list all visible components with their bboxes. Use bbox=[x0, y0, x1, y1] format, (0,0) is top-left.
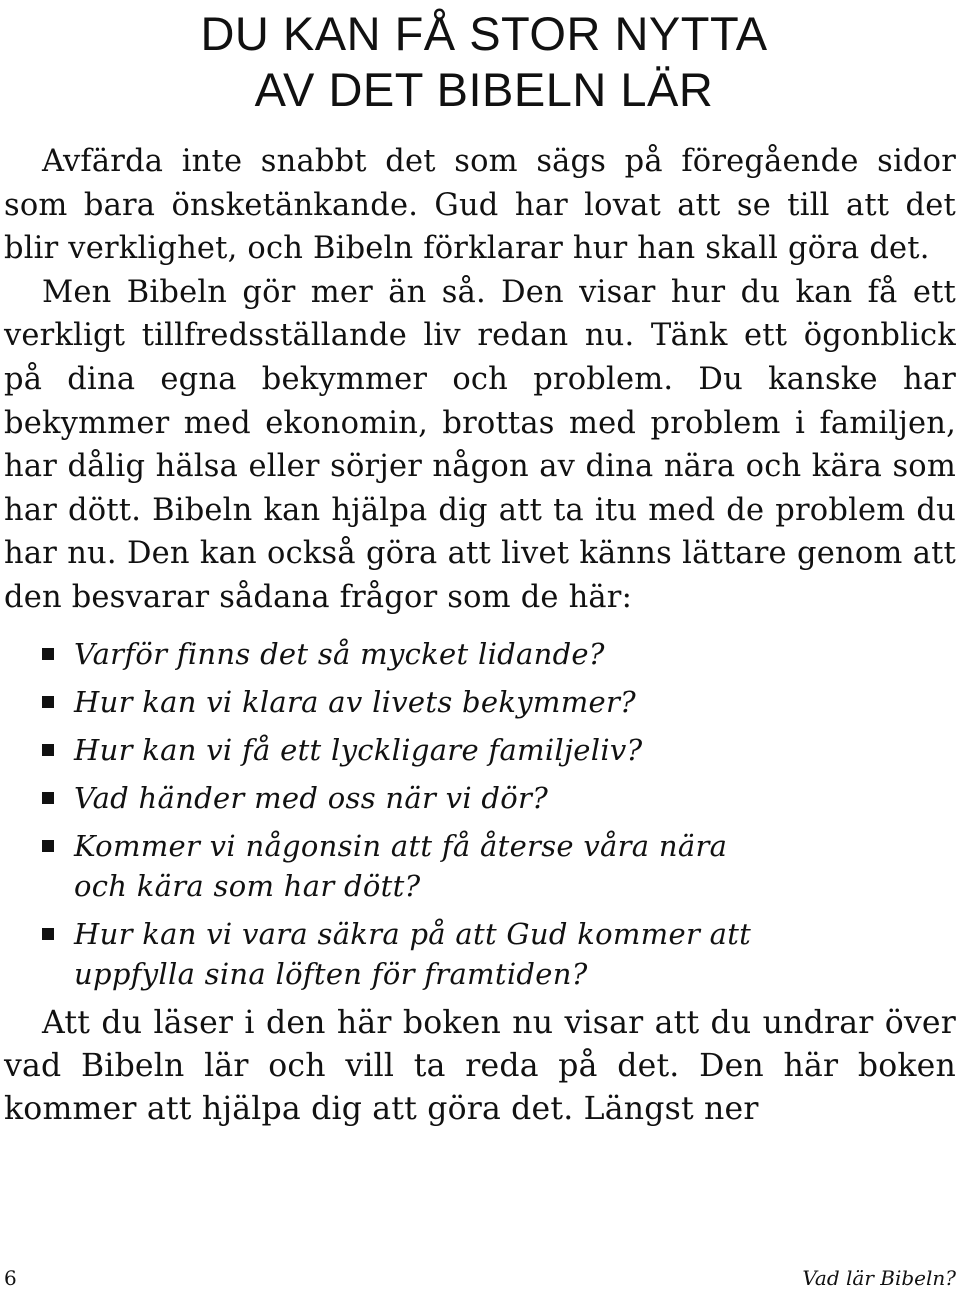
question-text: Hur kan vi klara av livets bekymmer? bbox=[74, 684, 636, 719]
list-item bbox=[4, 682, 956, 722]
list-item bbox=[4, 778, 956, 818]
list-item bbox=[4, 826, 774, 906]
question-list bbox=[4, 634, 956, 994]
page-title bbox=[4, 6, 960, 118]
running-title: Vad lär Bibeln? bbox=[802, 1266, 956, 1290]
square-bullet-icon bbox=[42, 648, 54, 660]
page bbox=[4, 0, 956, 1293]
question-text: Varför finns det så mycket lidande? bbox=[74, 636, 605, 671]
square-bullet-icon bbox=[42, 928, 54, 940]
paragraph-1: Avfärda inte snabbt det som sägs på föregående sidor som bara önsketänkande. Gud har lovat att se till att det blir verklighet, och Bibeln förklarar hur han skall göra det. bbox=[4, 144, 956, 267]
title-line-2: AV DET BIBELN LÄR bbox=[254, 63, 714, 116]
question-text: Kommer vi någonsin att få återse våra nära och kära som har dött? bbox=[74, 828, 728, 903]
list-item bbox=[4, 914, 794, 994]
page-number: 6 bbox=[4, 1266, 17, 1290]
question-text: Vad händer med oss när vi dör? bbox=[74, 780, 549, 815]
paragraph-2: Men Bibeln gör mer än så. Den visar hur du kan få ett verkligt tillfredsställande liv redan nu. Tänk ett ögonblick på dina egna bekymmer och problem. Du kanske har bekymmer med ekonomin, brottas med problem i familjen, har dålig hälsa eller sörjer någon av dina nära och kära som har dött. Bibeln kan hjälpa dig att ta itu med de problem du har nu. Den kan också göra att livet känns lättare genom att den besvarar sådana frågor som de här: bbox=[4, 274, 956, 615]
closing-paragraph: Att du läser i den här boken nu visar att du undrar över vad Bibeln lär och vill ta reda på det. Den här boken kommer att hjälpa dig att göra det. Längst ner bbox=[4, 1004, 956, 1127]
square-bullet-icon bbox=[42, 744, 54, 756]
body-text bbox=[4, 140, 956, 1131]
list-item bbox=[4, 730, 956, 770]
square-bullet-icon bbox=[42, 696, 54, 708]
question-text: Hur kan vi få ett lyckligare familjeliv? bbox=[74, 732, 643, 767]
square-bullet-icon bbox=[42, 792, 54, 804]
question-text: Hur kan vi vara säkra på att Gud kommer att uppfylla sina löften för framtiden? bbox=[74, 916, 752, 991]
list-item bbox=[4, 634, 956, 674]
square-bullet-icon bbox=[42, 840, 54, 852]
title-line-1: DU KAN FÅ STOR NYTTA bbox=[200, 7, 768, 60]
